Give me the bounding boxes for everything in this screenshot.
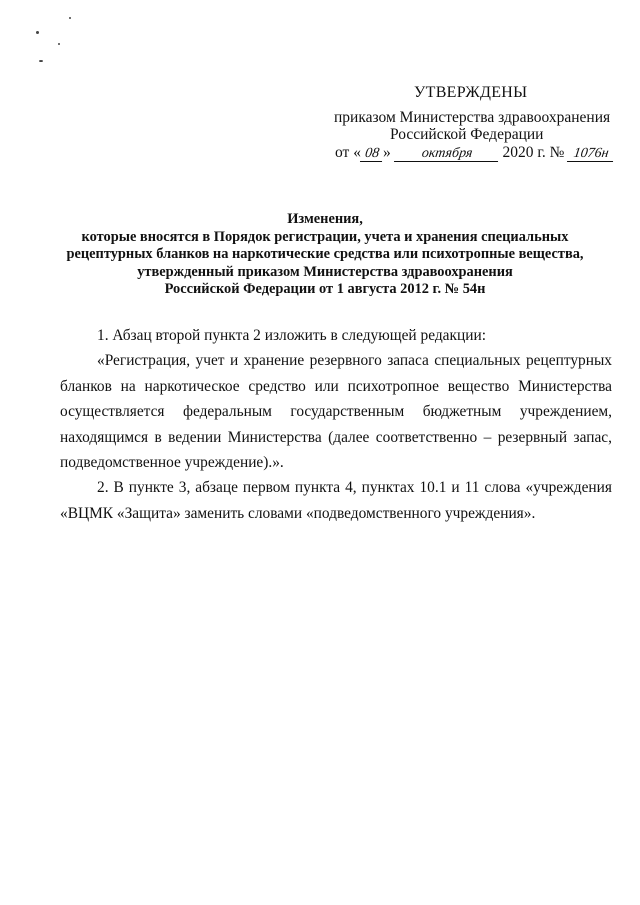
paragraph-1: 1. Абзац второй пункта 2 изложить в следующей редакции: [97,327,486,344]
title-line: которые вносятся в Порядок регистрации, учета и хранения специальных [81,228,569,245]
date-quote-close: » [382,144,391,161]
paragraph-2: «Регистрация, учет и хранение резервного запаса специальных рецептурных бланков на наркотическое средство или психотропное вещество Министерства осуществляется федеральным государственным бюджетным учреждением, находящимся в ведении Министерства (далее соответственно – резервный запас, подведомственное учреждение).». [60,352,612,472]
date-prefix: от « [335,144,361,161]
title-line: Российской Федерации от 1 августа 2012 г. № 54н [164,281,486,298]
title-line: рецептурных бланков на наркотические средства или психотропные вещества, [66,246,584,263]
order-issuer-country: Российской Федерации [390,126,544,143]
date-year-label: 2020 г. № [502,144,565,161]
approval-stamp [320,84,620,162]
title-line: утвержденный приказом Министерства здравоохранения [137,263,513,280]
order-issuer-line: приказом Министерства здравоохранения [334,109,611,126]
handwritten-day: 08 [360,147,384,162]
scan-speck [69,17,71,19]
paragraph-3: 2. В пункте 3, абзаце первом пункта 4, пунктах 10.1 и 11 слова «учреждения «ВЦМК «Защита» заменить словами «подведомственного учреждения». [60,479,612,522]
document-body [60,323,612,526]
document-title [40,211,610,299]
handwritten-month: октября [394,147,500,162]
scan-speck [58,43,60,45]
scan-speck [36,31,39,34]
handwritten-order-number: 1076н [567,147,615,162]
approved-heading: УТВЕРЖДЕНЫ [414,84,528,101]
scan-speck [39,60,43,62]
title-heading: Изменения, [287,211,363,227]
order-date-line [320,144,620,162]
